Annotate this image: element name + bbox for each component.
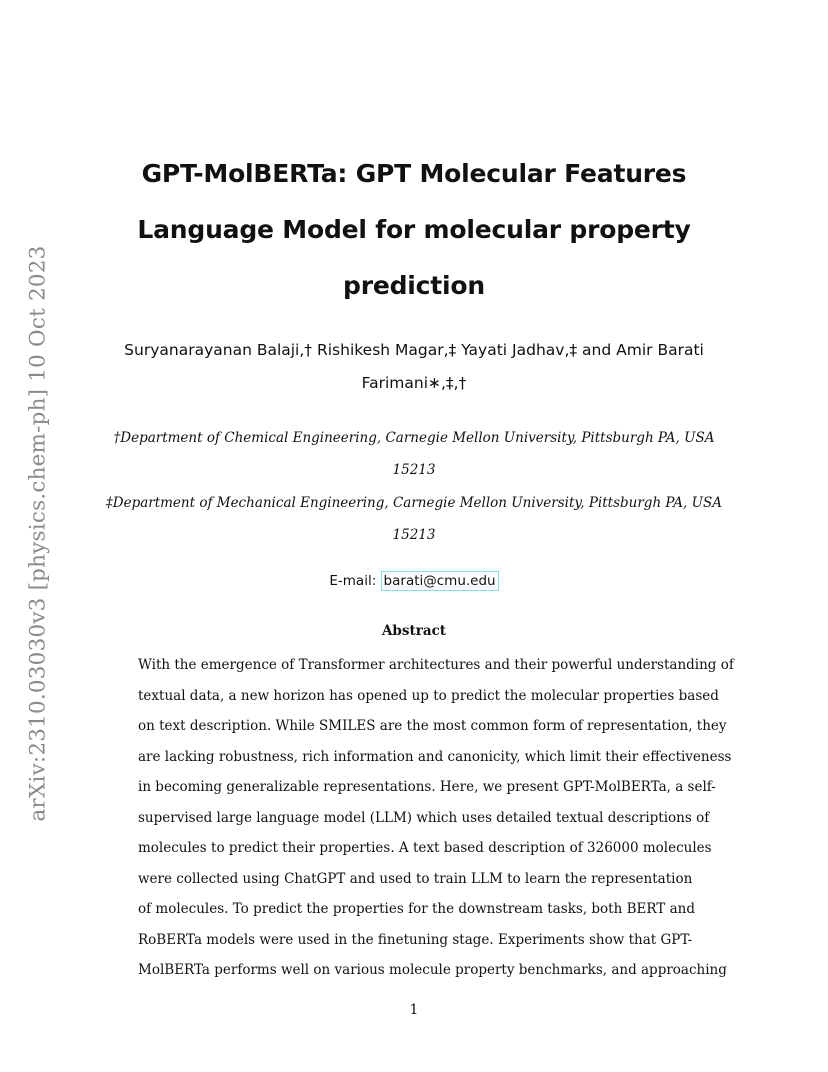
email-label: E-mail: [329, 573, 381, 589]
affiliation-line: 15213 [392, 462, 436, 478]
abstract-line: With the emergence of Transformer architectures and their powerful understanding of [138, 657, 734, 673]
abstract-line: RoBERTa models were used in the finetuning stage. Experiments show that GPT- [138, 931, 693, 948]
abstract-line: in becoming generalizable representations. Here, we present GPT-MolBERTa, a self- [138, 779, 716, 795]
affiliation-line: 15213 [392, 527, 436, 543]
abstract-body [138, 650, 734, 986]
abstract-line: of molecules. To predict the properties for the downstream tasks, both BERT and [138, 901, 695, 917]
paper-title-line: prediction [343, 271, 485, 300]
author-list [100, 334, 728, 400]
affiliation-mechanical-engineering [80, 487, 748, 551]
contact-email [100, 569, 728, 593]
abstract-heading: Abstract [381, 623, 447, 639]
abstract-line: MolBERTa performs well on various molecule property benchmarks, and approaching [138, 962, 727, 978]
paper-title [100, 146, 728, 314]
author-line: Farimani∗,‡,† [361, 374, 467, 392]
arxiv-identifier-text: arXiv:2310.03030v3 [physics.chem-ph] 10 Oct 2023 [25, 245, 51, 821]
affiliation-line: †Department of Chemical Engineering, Carnegie Mellon University, Pittsburgh PA, USA [113, 430, 715, 446]
page-number: 1 [409, 1002, 419, 1018]
paper-title-line: Language Model for molecular property [137, 215, 691, 244]
abstract-line: molecules to predict their properties. A text based description of 326000 molecules [138, 840, 712, 856]
affiliation-chemical-engineering [80, 422, 748, 486]
abstract-line: were collected using ChatGPT and used to train LLM to learn the representation [138, 870, 693, 887]
abstract-line: textual data, a new horizon has opened up to predict the molecular properties based [138, 687, 719, 704]
arxiv-identifier-stamp [18, 238, 58, 828]
abstract-line: on text description. While SMILES are the most common form of representation, they [138, 718, 727, 734]
abstract-line: are lacking robustness, rich information and canonicity, which limit their effectiveness [138, 748, 732, 765]
abstract-line: supervised large language model (LLM) which uses detailed textual descriptions of [138, 809, 710, 826]
affiliation-line: ‡Department of Mechanical Engineering, Carnegie Mellon University, Pittsburgh PA, USA [106, 495, 722, 511]
author-line: Suryanarayanan Balaji,† Rishikesh Magar,‡ Yayati Jadhav,‡ and Amir Barati [124, 341, 704, 359]
paper-title-line: GPT-MolBERTa: GPT Molecular Features [141, 159, 687, 188]
email-link[interactable]: barati@cmu.edu [381, 571, 499, 591]
